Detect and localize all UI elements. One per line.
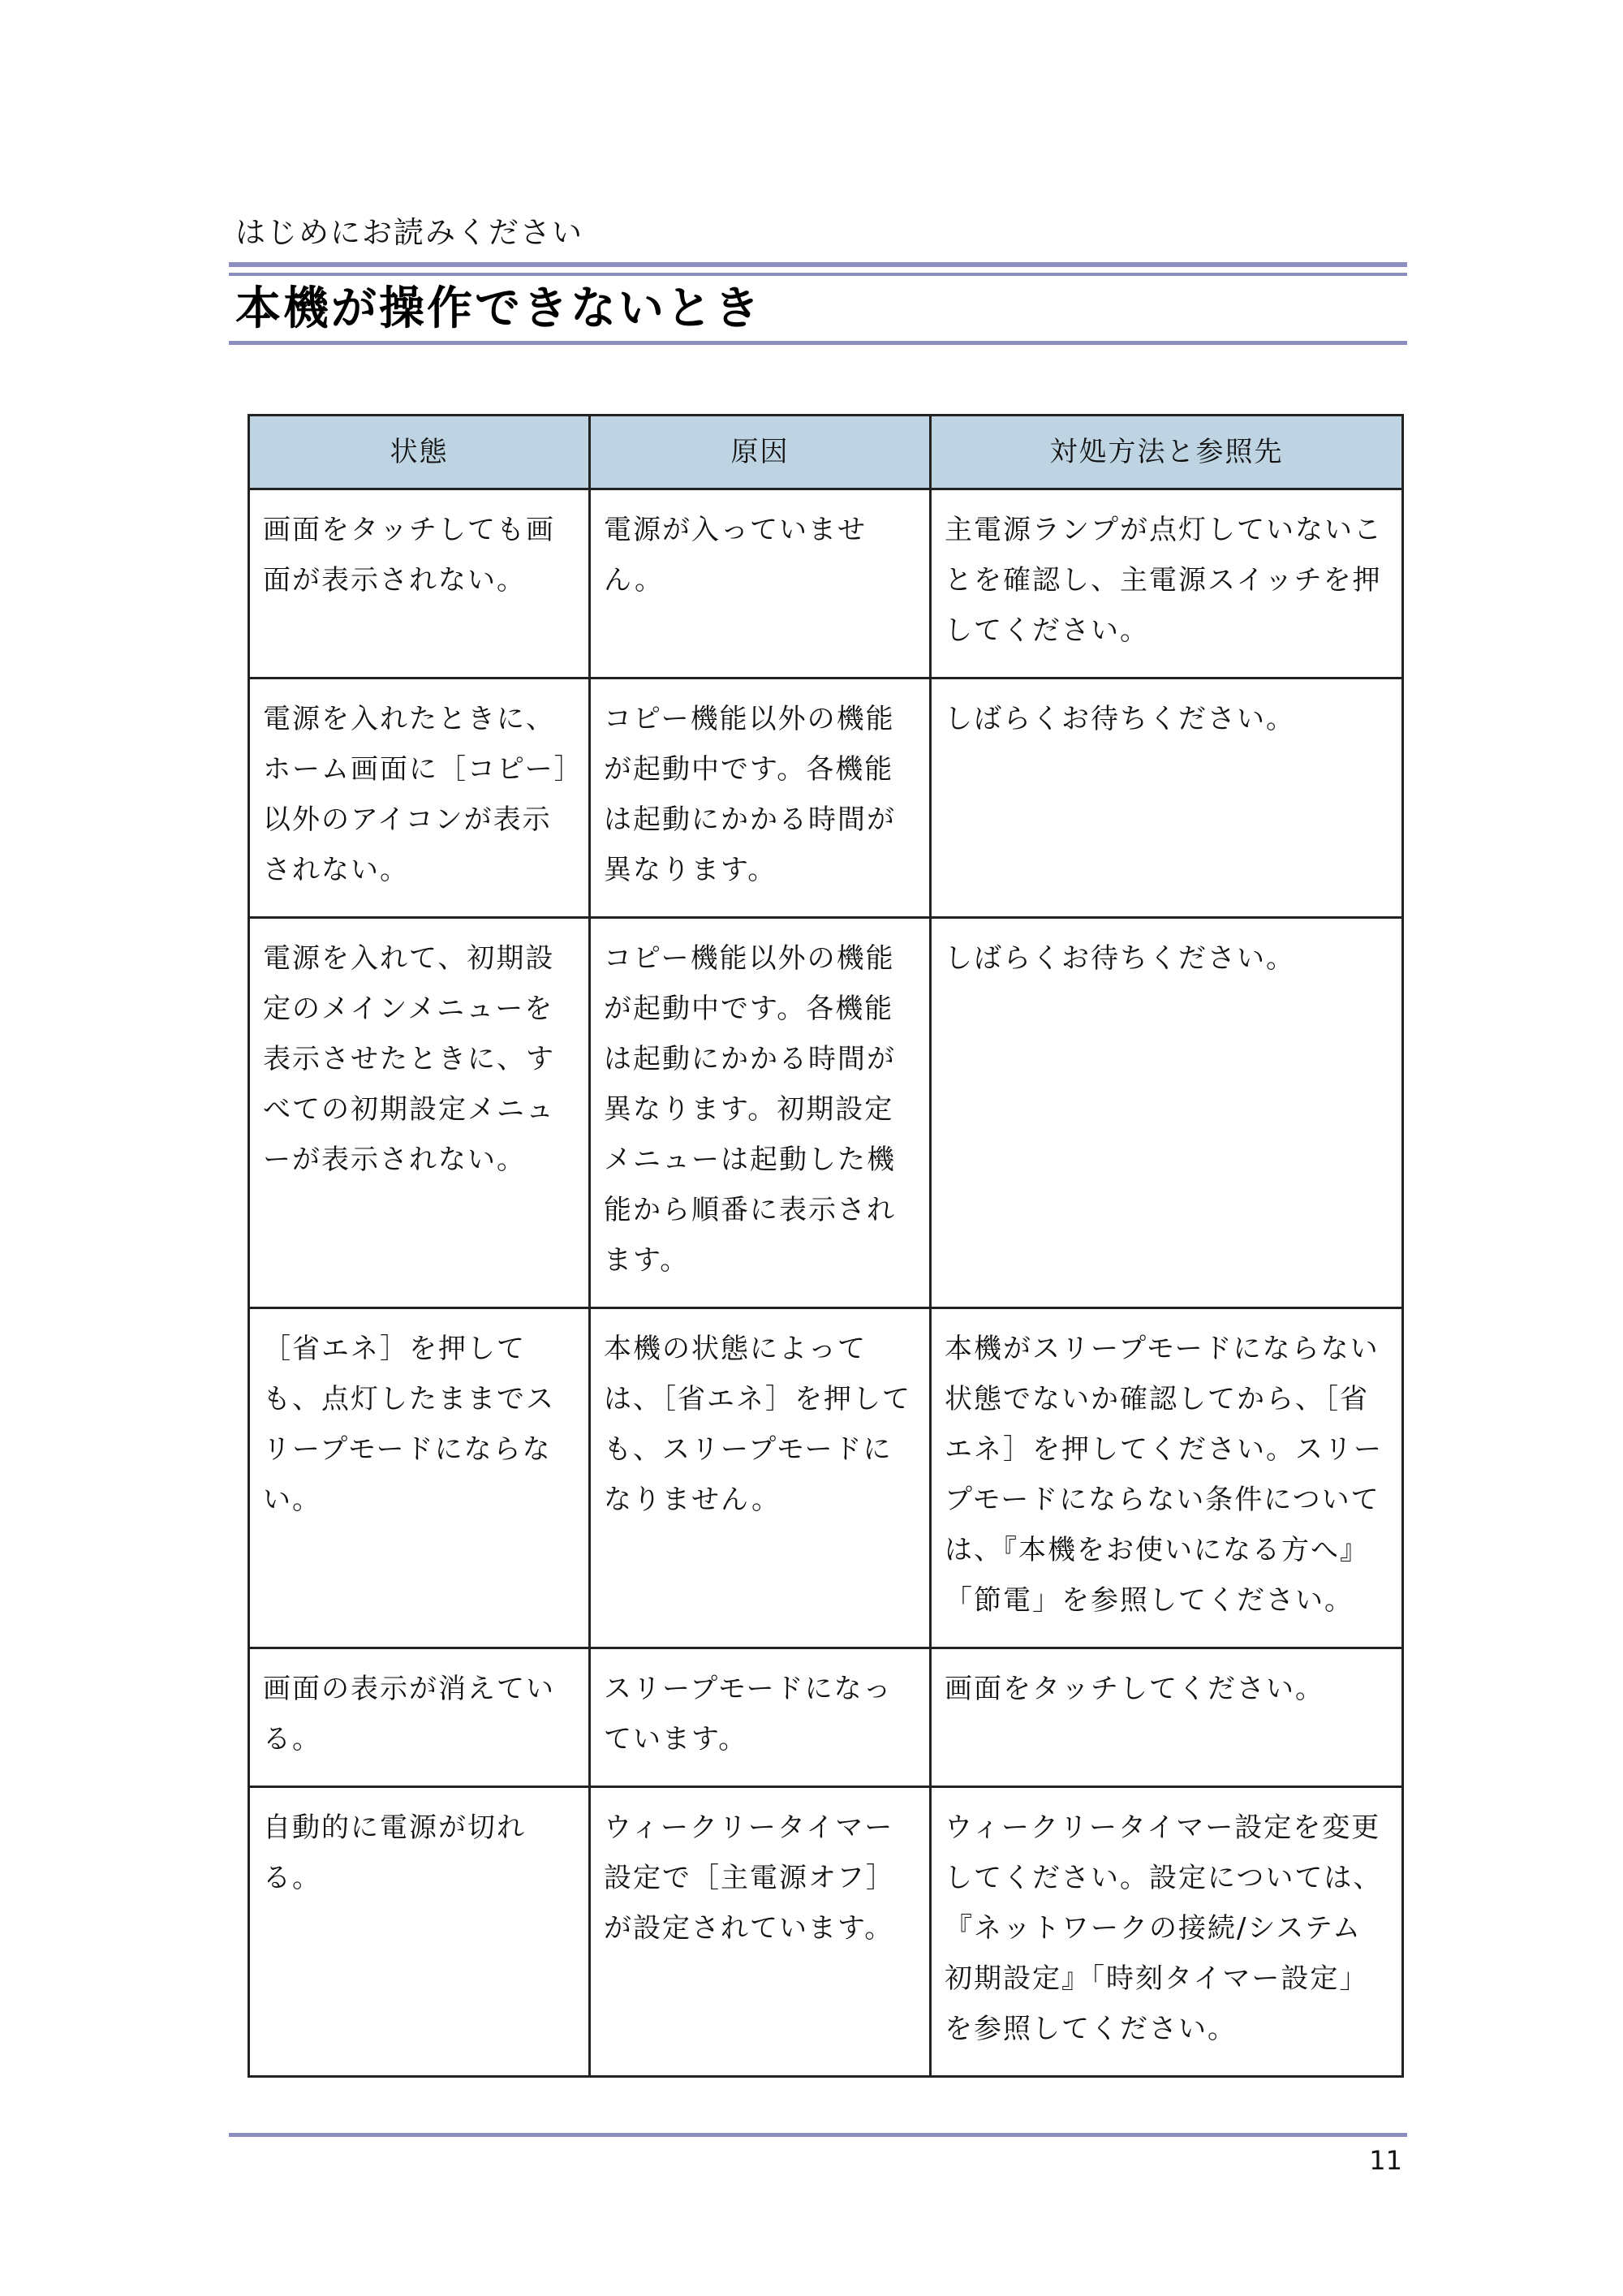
state-cell: 画面の表示が消えている。: [249, 1648, 590, 1787]
troubleshooting-table: [248, 414, 1404, 2078]
action-cell: 主電源ランプが点灯していないことを確認し、主電源スイッチを押してください。: [931, 489, 1403, 678]
state-cell: 自動的に電源が切れる。: [249, 1787, 590, 2077]
page-number: 11: [1369, 2145, 1402, 2176]
cause-cell: 本機の状態によっては、［省エネ］を押しても、スリープモードになりません。: [590, 1308, 931, 1648]
table-row: [249, 1787, 1403, 2077]
cause-cell: スリープモードになっています。: [590, 1648, 931, 1787]
table-row: [249, 489, 1403, 678]
state-cell: ［省エネ］を押しても、点灯したままでスリープモードにならない。: [249, 1308, 590, 1648]
table-row: [249, 678, 1403, 918]
action-cell: ウィークリータイマー設定を変更してください。設定については、『ネットワークの接続/システム初期設定』「時刻タイマー設定」を参照してください。: [931, 1787, 1403, 2077]
header-rule-bottom: [229, 273, 1407, 276]
column-header-cause: 原因: [590, 416, 931, 489]
cause-cell: コピー機能以外の機能が起動中です。各機能は起動にかかる時間が異なります。初期設定メニューは起動した機能から順番に表示されます。: [590, 918, 931, 1308]
action-cell: 画面をタッチしてください。: [931, 1648, 1403, 1787]
table-header-row: [249, 416, 1403, 489]
footer-rule: [229, 2133, 1407, 2137]
state-cell: 画面をタッチしても画面が表示されない。: [249, 489, 590, 678]
table-row: [249, 1648, 1403, 1787]
state-cell: 電源を入れたときに、ホーム画面に［コピー］以外のアイコンが表示されない。: [249, 678, 590, 918]
header-rule-top: [229, 262, 1407, 267]
action-cell: しばらくお待ちください。: [931, 918, 1403, 1308]
action-cell: しばらくお待ちください。: [931, 678, 1403, 918]
state-cell: 電源を入れて、初期設定のメインメニューを表示させたときに、すべての初期設定メニューが表示されない。: [249, 918, 590, 1308]
cause-cell: コピー機能以外の機能が起動中です。各機能は起動にかかる時間が異なります。: [590, 678, 931, 918]
cause-cell: 電源が入っていません。: [590, 489, 931, 678]
section-label: はじめにお読みください: [235, 215, 583, 250]
action-cell: 本機がスリープモードにならない状態でないか確認してから、［省エネ］を押してください。スリープモードにならない条件については、『本機をお使いになる方へ』「節電」を参照してください。: [931, 1308, 1403, 1648]
title-underline: [229, 341, 1407, 345]
cause-cell: ウィークリータイマー設定で［主電源オフ］が設定されています。: [590, 1787, 931, 2077]
table-row: [249, 1308, 1403, 1648]
column-header-state: 状態: [249, 416, 590, 489]
column-header-action: 対処方法と参照先: [931, 416, 1403, 489]
page-title: 本機が操作できないとき: [235, 282, 762, 335]
table-row: [249, 918, 1403, 1308]
